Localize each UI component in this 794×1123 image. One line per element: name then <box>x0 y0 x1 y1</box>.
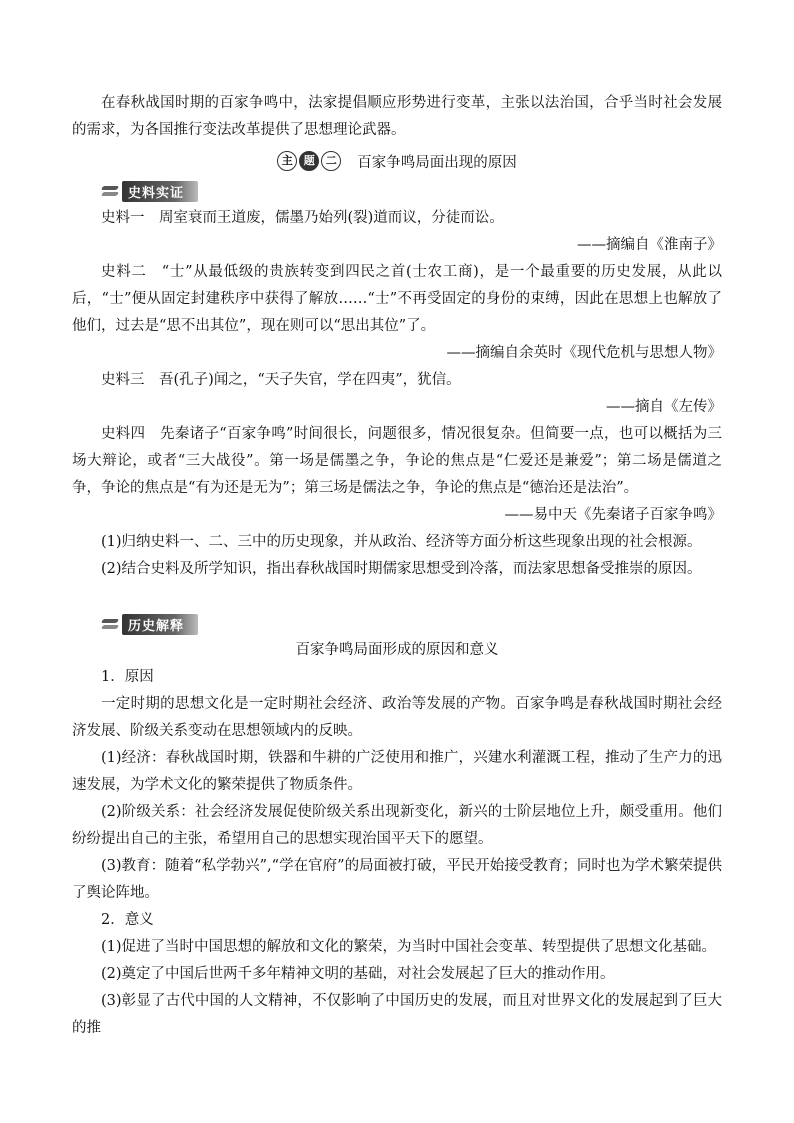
feather-icon <box>100 183 120 199</box>
material-4: 史料四 先秦诸子“百家争鸣”时间很长，问题很多，情况很复杂。但简要一点，也可以概括为三场大辩论，或者“三大战役”。第一场是儒墨之争，争论的焦点是“仁爱还是兼爱”；第二场是儒道之争，争论的焦点是“有为还是无为”；第三场是儒法之争，争论的焦点是“德治还是法治”。 <box>72 426 722 496</box>
material-2: 史料二 “士”从最低级的贵族转变到四民之首(士农工商)，是一个最重要的历史发展，从此以后，“士”便从固定封建秩序中获得了解放……“士”不再受固定的身份的束缚，因此在思想上也解放了他们，过去是“思不出其位”，现在则可以“思出其位”了。 <box>72 264 722 334</box>
topic-badge-char: 主 <box>277 151 297 171</box>
part1-lead: 一定时期的思想文化是一定时期社会经济、政治等发展的产物。百家争鸣是春秋战国时期社会经济发展、阶级关系变动在思想领域内的反映。 <box>72 696 722 739</box>
topic-heading <box>72 148 722 174</box>
section-heading: 百家争鸣局面形成的原因和意义 <box>295 642 499 658</box>
part1-item-education: (3)教育：随着“私学勃兴”,“学在官府”的局面被打破，平民开始接受教育；同时也为学术繁荣提供了舆论阵地。 <box>72 858 722 901</box>
part1-title: 1．原因 <box>101 669 154 685</box>
material-1-source: ——摘编自《淮南子》 <box>577 237 722 253</box>
material-3-source: ——摘自《左传》 <box>606 399 722 415</box>
material-3: 史料三 吾(孔子)闻之，“天子失官，学在四夷”，犹信。 <box>101 372 461 388</box>
topic-badge-char: 题 <box>299 151 319 171</box>
part1-item-economy: (1)经济：春秋战国时期，铁器和牛耕的广泛使用和推广，兴建水利灌溉工程，推动了生产力的迅速发展，为学术文化的繁荣提供了物质条件。 <box>72 750 722 793</box>
section-tag-label: 历史解释 <box>122 614 198 635</box>
question-1: (1)归纳史料一、二、三中的历史现象，并从政治、经济等方面分析这些现象出现的社会根源。 <box>101 534 702 550</box>
part2-title: 2．意义 <box>101 912 154 928</box>
part2-item-2: (2)奠定了中国后世两千多年精神文明的基础，对社会发展起了巨大的推动作用。 <box>101 966 615 982</box>
section-tag-interpretation <box>100 614 198 634</box>
material-4-source: ——易中天《先秦诸子百家争鸣》 <box>504 507 722 523</box>
section-tag-label: 史料实证 <box>122 181 198 202</box>
section-tag-evidence <box>100 181 198 201</box>
material-1: 史料一 周室衰而王道废，儒墨乃始列(裂)道而议，分徒而讼。 <box>101 210 504 226</box>
question-2: (2)结合史料及所学知识，指出春秋战国时期儒家思想受到冷落，而法家思想备受推崇的原因。 <box>101 561 702 577</box>
topic-badge-char: 二 <box>321 151 341 171</box>
feather-icon <box>100 616 120 632</box>
part1-item-class: (2)阶级关系：社会经济发展促使阶级关系出现新变化，新兴的士阶层地位上升，颇受重用。他们纷纷提出自己的主张，希望用自己的思想实现治国平天下的愿望。 <box>72 804 722 847</box>
intro-paragraph: 在春秋战国时期的百家争鸣中，法家提倡顺应形势进行变革，主张以法治国，合乎当时社会发展的需求，为各国推行变法改革提供了思想理论武器。 <box>72 95 722 138</box>
material-2-source: ——摘编自余英时《现代危机与思想人物》 <box>446 345 722 361</box>
part2-item-1: (1)促进了当时中国思想的解放和文化的繁荣，为当时中国社会变革、转型提供了思想文化基础。 <box>101 939 717 955</box>
topic-badge <box>277 151 343 171</box>
part2-item-3: (3)彰显了古代中国的人文精神，不仅影响了中国历史的发展，而且对世界文化的发展起到了巨大的推 <box>72 993 722 1036</box>
topic-title: 百家争鸣局面出现的原因 <box>357 154 517 171</box>
